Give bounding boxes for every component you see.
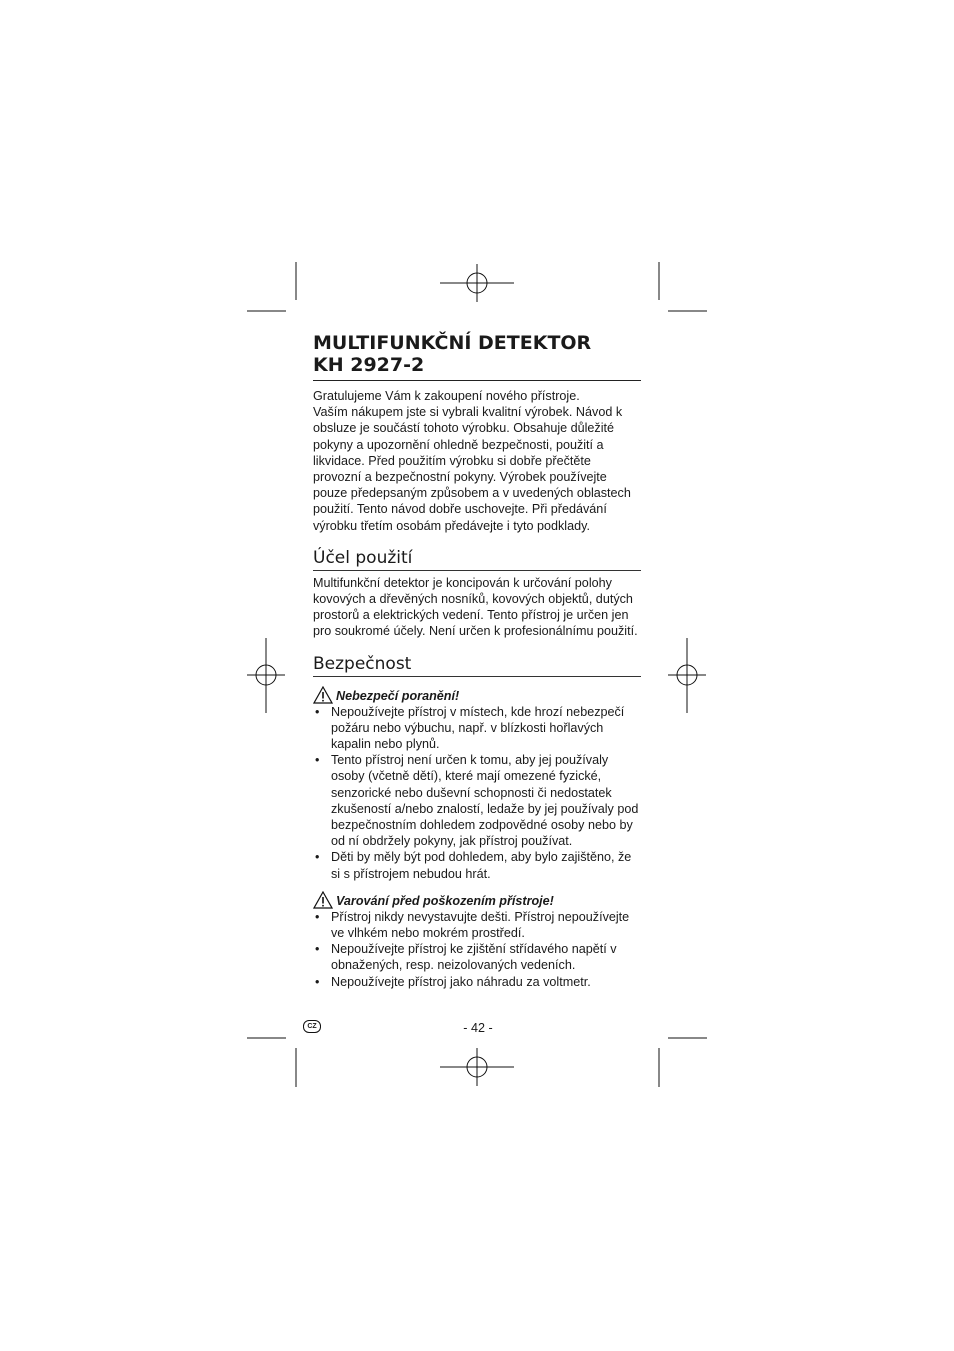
list-item: • Děti by měly být pod dohledem, aby bylo zajištěno, že si s přístrojem nebudou hrát. — [313, 849, 641, 881]
list-item: • Přístroj nikdy nevystavujte dešti. Přístroj nepoužívejte ve vlhkém nebo mokrém prostředí. — [313, 909, 641, 941]
warning-label-damage: Varování před poškozením přístroje! — [336, 893, 554, 908]
list-item: • Nepoužívejte přístroj jako náhradu za voltmetr. — [313, 974, 641, 990]
section-heading-purpose: Účel použití — [313, 548, 641, 571]
list-item: • Tento přístroj není určen k tomu, aby jej používaly osoby (včetně dětí), které mají omezené fyzické, senzorické nebo duševní schopnosti či nedostatek zkušeností a/nebo znalostí, ledaže by jej používaly pod bezpečnostním dohledem zodpovědné osoby nebo by od ní obdržely pokyny, jak přístroj používat. — [313, 752, 641, 849]
warning-heading-injury — [313, 686, 641, 704]
list-item: • Nepoužívejte přístroj v místech, kde hrozí nebezpečí požáru nebo výbuchu, např. v blízkosti hořlavých kapalin nebo plynů. — [313, 704, 641, 753]
section-heading-safety: Bezpečnost — [313, 654, 641, 677]
page-footer — [303, 1019, 643, 1039]
list-item: • Nepoužívejte přístroj ke zjištění střídavého napětí v obnažených, resp. neizolovaných vedeních. — [313, 941, 641, 973]
warning-heading-damage — [313, 891, 641, 909]
warning-label-injury: Nebezpečí poranění! — [336, 688, 460, 703]
damage-warning-list — [313, 909, 641, 990]
injury-warning-list — [313, 704, 641, 882]
intro-greeting: Gratulujeme Vám k zakoupení nového přístroje. — [313, 389, 580, 403]
warning-triangle-icon — [313, 891, 333, 909]
title-line-2: KH 2927-2 — [313, 354, 425, 376]
title-line-1: MULTIFUNKČNÍ DETEKTOR — [313, 332, 592, 354]
page-title — [313, 332, 641, 381]
purpose-paragraph: Multifunkční detektor je koncipován k určování polohy kovových a dřevěných nosníků, kovových objektů, dutých prostorů a elektrických vedení. Tento přístroj je určen jen pro soukromé účely. Není určen k profesionálnímu použití. — [313, 575, 638, 639]
warning-triangle-icon — [313, 686, 333, 704]
page-content — [313, 332, 641, 990]
country-badge: CZ — [303, 1020, 321, 1033]
page-number: - 42 - — [463, 1021, 493, 1035]
intro-paragraph: Vaším nákupem jste si vybrali kvalitní výrobek. Návod k obsluze je součástí tohoto výrobku. Obsahuje důležité pokyny a upozornění ohledně bezpečnosti, použití a likvidace. Před použitím výrobku si dobře přečtěte provozní a bezpečnostní pokyny. Výrobek používejte pouze předepsaným způsobem a v uvedených oblastech použití. Tento návod dobře uschovejte. Při předávání výrobku třetím osobám předávejte i tyto podklady. — [313, 405, 631, 533]
